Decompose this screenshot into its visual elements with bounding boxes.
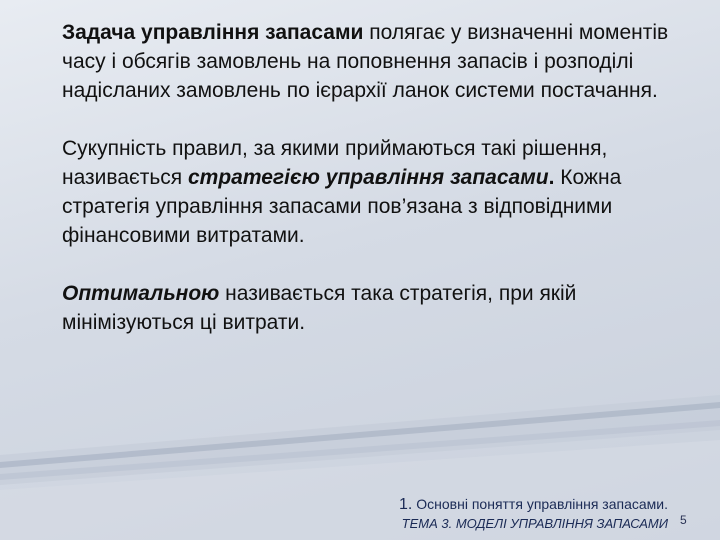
section-caption [399, 495, 668, 514]
paragraph-strategy-definition [62, 134, 702, 250]
slide-body [62, 18, 702, 366]
section-number: 1. [399, 496, 413, 513]
paragraph-optimal-definition [62, 279, 702, 337]
section-title: Основні поняття управління запасами. [412, 496, 668, 512]
paragraph-task-definition [62, 18, 702, 105]
term-strategy: стратегією управління запасами [187, 166, 549, 189]
term-inventory-management-task: Задача управління запасами [62, 21, 364, 44]
paragraph-text: полягає у визначенні моментів часу і обсягів замовлень на поповнення запасів і розподілі надісланих замовлень по ієрархії ланок системи постачання. [62, 21, 669, 102]
paragraph-text: називається така стратегія, при якій мінімізуються ці витрати. [62, 282, 577, 334]
period: . [548, 166, 555, 189]
slide-footer [399, 495, 668, 533]
term-optimal: Оптимальною [62, 282, 220, 305]
paragraph-text: Сукупність правил, за якими приймаються такі рішення, називається [62, 137, 608, 189]
slide-number: 5 [680, 513, 687, 527]
topic-caption: ТЕМА 3. МОДЕЛІ УПРАВЛІННЯ ЗАПАСАМИ [401, 516, 668, 531]
paragraph-text: Кожна стратегія управління запасами пов’язана з відповідними фінансовими витратами. [62, 166, 622, 247]
